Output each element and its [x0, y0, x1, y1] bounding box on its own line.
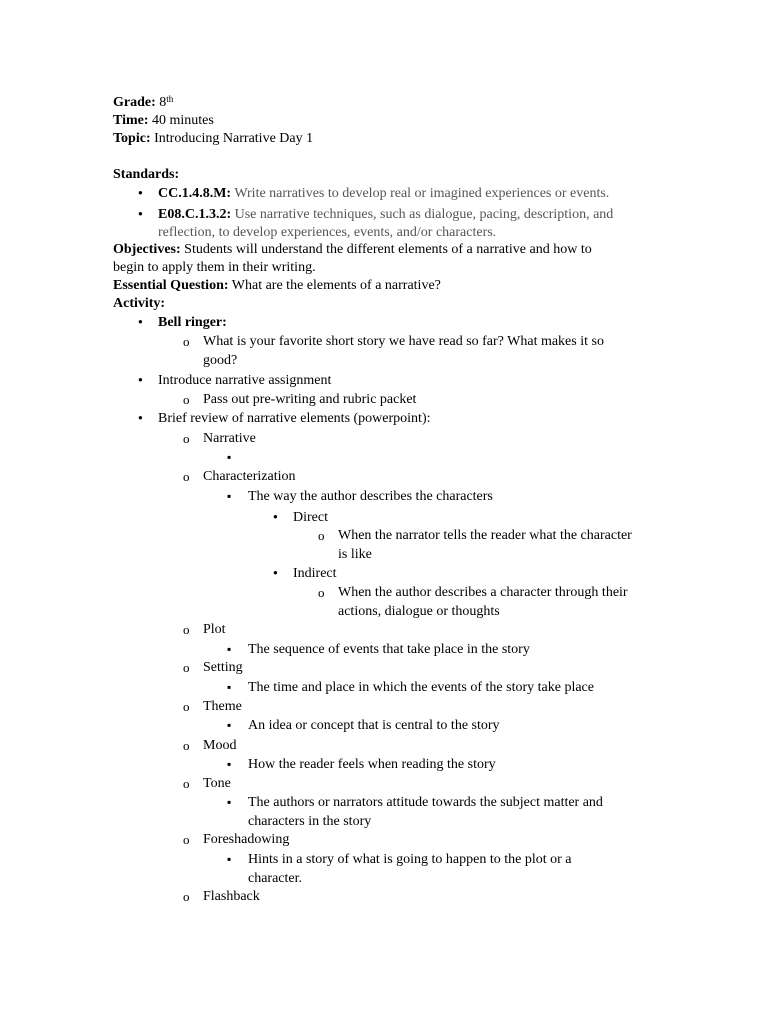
standard-text: Write narratives to develop real or imagined experiences or events.: [234, 186, 610, 201]
circle-bullet-icon: [183, 429, 190, 449]
time-value: 40 minutes: [152, 113, 214, 128]
essential-question-label: Essential Question:: [113, 278, 229, 293]
circle-bullet-icon: [183, 697, 190, 717]
objectives-label: Objectives:: [113, 242, 181, 257]
circle-bullet-icon: [183, 467, 190, 487]
direct-definition-cont: is like: [338, 547, 372, 562]
bell-ringer-question: What is your favorite short story we have read so far? What makes it so: [203, 334, 604, 349]
bullet-icon: [273, 564, 278, 584]
circle-bullet-icon: [183, 658, 190, 678]
setting-definition: The time and place in which the events of the story take place: [248, 680, 594, 695]
time-line: [113, 111, 214, 130]
indirect-definition: When the author describes a character through their: [338, 585, 628, 600]
essential-question-text: What are the elements of a narrative?: [231, 278, 441, 293]
element-mood: Mood: [203, 738, 237, 753]
foreshadowing-definition: Hints in a story of what is going to happen to the plot or a: [248, 852, 572, 867]
circle-bullet-icon: [183, 830, 190, 850]
circle-bullet-icon: [183, 774, 190, 794]
element-setting: Setting: [203, 660, 243, 675]
square-bullet-icon: [227, 448, 231, 467]
topic-value: Introducing Narrative Day 1: [154, 131, 314, 146]
topic-label: Topic:: [113, 131, 151, 146]
standard-item-2: [158, 205, 613, 224]
indirect-definition-cont: actions, dialogue or thoughts: [338, 604, 500, 619]
square-bullet-icon: [227, 755, 231, 774]
square-bullet-icon: [227, 678, 231, 697]
circle-bullet-icon: [183, 620, 190, 640]
bullet-icon: [138, 371, 143, 391]
grade-superscript: th: [166, 94, 174, 104]
bell-ringer-label: Bell ringer:: [158, 315, 227, 330]
bullet-icon: [138, 184, 143, 204]
plot-definition: The sequence of events that take place in the story: [248, 642, 530, 657]
bullet-icon: [273, 508, 278, 528]
grade-line: [113, 93, 173, 112]
standards-heading: Standards:: [113, 167, 180, 182]
direct-definition: When the narrator tells the reader what the character: [338, 528, 632, 543]
circle-bullet-icon: [318, 526, 325, 546]
objectives-text-cont: begin to apply them in their writing.: [113, 260, 316, 275]
grade-label: Grade:: [113, 95, 156, 110]
circle-bullet-icon: [183, 887, 190, 907]
char-direct: Direct: [293, 510, 328, 525]
standard-code: CC.1.4.8.M:: [158, 186, 232, 201]
element-narrative: Narrative: [203, 431, 256, 446]
element-flashback: Flashback: [203, 889, 260, 904]
activity-heading: Activity:: [113, 296, 166, 311]
mood-definition: How the reader feels when reading the story: [248, 757, 496, 772]
square-bullet-icon: [227, 850, 231, 869]
bullet-icon: [138, 313, 143, 333]
circle-bullet-icon: [318, 583, 325, 603]
bullet-icon: [138, 409, 143, 429]
square-bullet-icon: [227, 640, 231, 659]
intro-assignment: Introduce narrative assignment: [158, 373, 332, 388]
theme-definition: An idea or concept that is central to the story: [248, 718, 500, 733]
circle-bullet-icon: [183, 736, 190, 756]
characterization-definition: The way the author describes the characters: [248, 489, 493, 504]
square-bullet-icon: [227, 487, 231, 506]
square-bullet-icon: [227, 793, 231, 812]
standard-text-cont: reflection, to develop experiences, events, and/or characters.: [158, 225, 497, 240]
element-plot: Plot: [203, 622, 226, 637]
standard-text: Use narrative techniques, such as dialogue, pacing, description, and: [234, 207, 614, 222]
char-indirect: Indirect: [293, 566, 337, 581]
element-tone: Tone: [203, 776, 231, 791]
standard-code: E08.C.1.3.2:: [158, 207, 232, 222]
review-item: Brief review of narrative elements (powerpoint):: [158, 411, 431, 426]
tone-definition: The authors or narrators attitude towards the subject matter and: [248, 795, 603, 810]
foreshadowing-definition-cont: character.: [248, 871, 303, 886]
objectives-line: [113, 240, 592, 259]
standard-item-1: [158, 184, 609, 203]
essential-question-line: [113, 276, 441, 295]
circle-bullet-icon: [183, 332, 190, 352]
element-characterization: Characterization: [203, 469, 296, 484]
objectives-text: Students will understand the different elements of a narrative and how to: [184, 242, 592, 257]
time-label: Time:: [113, 113, 149, 128]
element-theme: Theme: [203, 699, 242, 714]
grade-value: 8: [159, 95, 167, 110]
circle-bullet-icon: [183, 390, 190, 410]
topic-line: [113, 129, 313, 148]
bullet-icon: [138, 205, 143, 225]
tone-definition-cont: characters in the story: [248, 814, 372, 829]
element-foreshadowing: Foreshadowing: [203, 832, 290, 847]
bell-ringer-question-cont: good?: [203, 353, 238, 368]
square-bullet-icon: [227, 716, 231, 735]
intro-subitem: Pass out pre-writing and rubric packet: [203, 392, 417, 407]
